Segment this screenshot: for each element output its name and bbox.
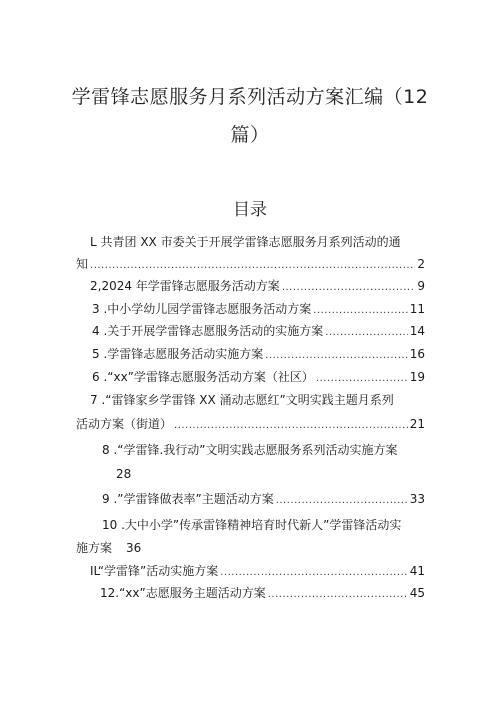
toc-entry-10-line-1[interactable]: 10 .大中小学”传承雷锋精神培育时代新人”学雷锋活动实 (102, 518, 402, 532)
toc-entry-4-page: 14 (409, 324, 425, 338)
toc-entry-5[interactable] (92, 347, 425, 363)
leader-dots (90, 259, 415, 273)
toc-entry-7-line-2: 活动方案（街道） (76, 417, 173, 431)
leader-dots (282, 281, 416, 295)
toc-entry-1-line-2: 知 (76, 257, 89, 271)
toc-heading: 目录 (233, 200, 267, 220)
toc-entry-10-line-2 (76, 541, 141, 555)
toc-entry-4-text: 4 .关于开展学雷锋志愿服务活动的实施方案 (92, 324, 324, 338)
toc-entry-9[interactable] (102, 492, 425, 508)
toc-entry-6-text: 6 .“xx”学雷锋志愿服务活动方案（社区） (92, 370, 314, 384)
document-title-line-2: 篇） (230, 124, 270, 146)
toc-entry-1[interactable] (76, 257, 425, 273)
toc-entry-10-page: 36 (126, 541, 142, 555)
toc-entry-4[interactable] (92, 324, 425, 340)
document-title-line-1: 学雷锋志愿服务月系列活动方案汇编（12 (71, 86, 429, 108)
toc-entry-10-line-2-text: 施方案 (76, 541, 113, 555)
leader-dots (325, 326, 407, 340)
toc-entry-12-page: 45 (409, 586, 425, 600)
toc-entry-5-text: 5 .学雷锋志愿服务活动实施方案 (92, 347, 264, 361)
toc-entry-2[interactable] (90, 279, 425, 295)
leader-dots (174, 419, 408, 433)
toc-entry-3[interactable] (92, 302, 425, 318)
toc-entry-12-text: 12.“xx”志愿服务主题活动方案 (100, 586, 266, 600)
toc-entry-11-page: 41 (409, 564, 425, 578)
leader-dots (268, 588, 408, 602)
toc-entry-9-page: 33 (409, 492, 425, 506)
toc-entry-3-page: 11 (409, 302, 425, 316)
toc-entry-12[interactable] (100, 586, 425, 602)
toc-entry-2-page: 9 (417, 279, 425, 293)
toc-entry-7[interactable] (76, 417, 425, 433)
toc-entry-1-line-1: L 共青团 XX 市委关于开展学雷锋志愿服务月系列活动的通 (90, 235, 401, 249)
toc-entry-7-line-1: 7 .“雷锋家乡学雷锋 XX 涌动志愿红”文明实践主题月系列 (90, 393, 394, 407)
toc-entry-7-page: 21 (409, 417, 425, 431)
leader-dots (316, 372, 408, 386)
leader-dots (276, 494, 408, 508)
toc-entry-3-text: 3 .中小学幼儿园学雷锋志愿服务活动方案 (92, 302, 312, 316)
toc-entry-8-page: 28 (116, 467, 132, 481)
leader-dots (265, 349, 407, 363)
toc-entry-2-text: 2,2024 年学雷锋志愿服务活动方案 (90, 279, 280, 293)
toc-entry-11[interactable] (90, 564, 425, 580)
toc-entry-5-page: 16 (409, 347, 425, 361)
toc-entry-9-text: 9 .”学雷锋做表率”主题活动方案 (102, 492, 274, 506)
toc-entry-11-text: IL“学雷锋”活动实施方案 (90, 564, 219, 578)
toc-entry-1-page: 2 (417, 257, 425, 271)
toc-entry-8-line-1[interactable]: 8 .“学雷锋.我行动”文明实践志愿服务系列活动实施方案 (102, 443, 398, 457)
toc-entry-6-page: 19 (409, 370, 425, 384)
leader-dots (220, 566, 407, 580)
toc-entry-6[interactable] (92, 370, 425, 386)
leader-dots (313, 304, 407, 318)
